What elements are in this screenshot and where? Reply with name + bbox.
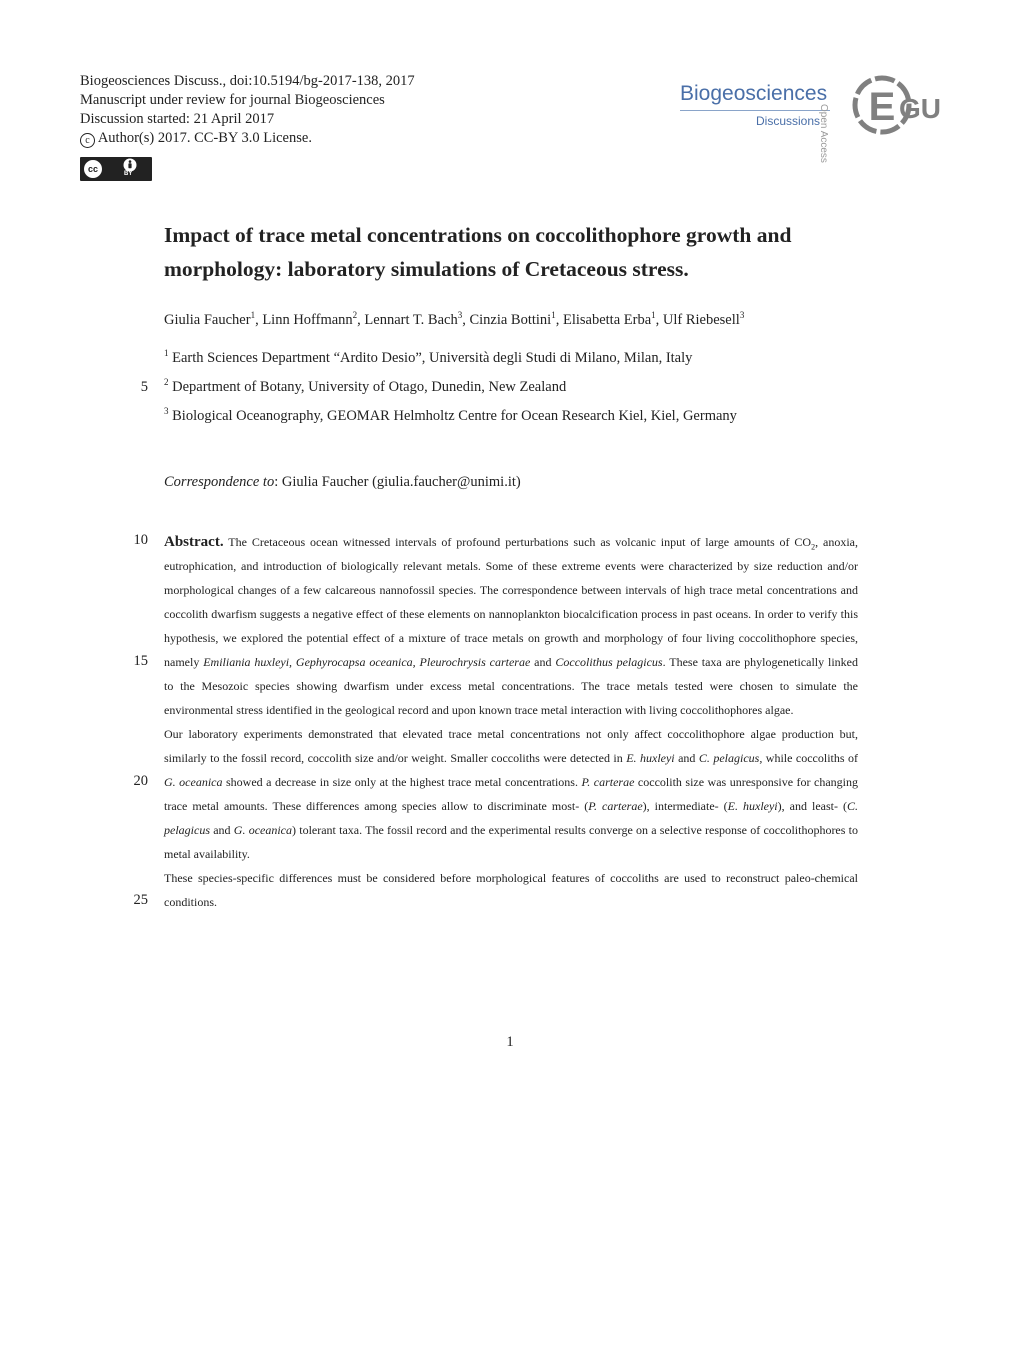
- copyright-icon: c: [80, 133, 95, 148]
- header-line-4: [80, 129, 415, 148]
- author: Ulf Riebesell$^3$: [662, 310, 745, 328]
- correspondence-contact: : Giulia Faucher (giulia.faucher@unimi.it): [274, 474, 521, 490]
- abstract: Abstract. The Cretaceous ocean witnessed intervals of profound perturbations such as volcanic input of large amounts of $CO_2$, anoxia, eutrophication, and introduction of biologically relevant metals. Some of these extreme events were characterized by size reduction and/or morphological changes of a few calcareous nannofossil species. The correspondence between intervals of high trace metal concentrations and coccolith dwarfism suggests a negative effect of these elements on nannoplankton biocalcification process in past oceans. In order to verify this hypothesis, we explored the potential effect of a mixture of trace metals on growth and morphology of four living coccolithophore species, namely Emiliania huxleyi, Gephyrocapsa oceanica, Pleurochrysis carterae and Coccolithus pelagicus. These taxa are phylogenetically linked to the Mesozoic species showing dwarfism under excess metal concentrations. The trace metals tested were chosen to simulate the environmental stress identified in the geological record and upon known trace metal interaction with living coccolithophores algae. Our laboratory experiments demonstrated that elevated trace metal concentrations not only affect coccolithophore algae production but, similarly to the fossil record, coccolith size and/or weight. Smaller coccoliths were detected in E. huxleyi and C. pelagicus, while coccoliths of G. oceanica showed a decrease in size only at the highest trace metal concentrations. P. carterae coccolith size was unresponsive for changing trace metal amounts. These differences among species allow to discriminate most- (P. carterae), intermediate- (E. huxleyi), and least- (C. pelagicus and G. oceanica) tolerant taxa. The fossil record and the experimental results converge on a selective response of coccolithophores to metal availability. These species-specific differences must be considered before morphological features of coccoliths are used to reconstruct paleo-chemical conditions.: [164, 534, 859, 909]
- page-number: 1: [506, 1034, 514, 1050]
- affiliation: $^1$ Earth Sciences Department “Ardito Desio”, Università degli Studi di Milano, Milan, Italy: [164, 348, 693, 366]
- author: Cinzia Bottini$^1$: [469, 310, 556, 328]
- line-number: 25: [133, 892, 148, 908]
- logo-divider: [680, 110, 830, 111]
- license-text: Author(s) 2017. CC-BY 3.0 License.: [97, 130, 312, 146]
- by-label: BY: [124, 171, 133, 177]
- author: Elisabetta Erba$^1$: [562, 310, 656, 328]
- svg-text:GU: GU: [899, 93, 941, 124]
- cc-icon: cc: [83, 159, 103, 179]
- svg-text:E: E: [868, 85, 896, 129]
- abstract-heading: Abstract.: [164, 534, 224, 550]
- author: Linn Hoffmann$^2$: [262, 310, 358, 328]
- header-line-1: Biogeosciences Discuss., doi:10.5194/bg-2017-138, 2017: [80, 73, 415, 89]
- author: Giulia Faucher$^1$: [164, 310, 256, 328]
- author: Lennart T. Bach$^3$: [364, 310, 463, 328]
- line-number: 20: [133, 773, 148, 789]
- line-number: 15: [133, 653, 148, 669]
- paper-title: Impact of trace metal concentrations on coccolithophore growth and morphology: laboratory simulations of Cretaceous stress.: [164, 223, 792, 281]
- author-list: Giulia Faucher$^1$, Linn Hoffmann$^2$, Lennart T. Bach$^3$, Cinzia Bottini$^1$, Elisabetta Erba$^1$, Ulf Riebesell$^3$: [164, 310, 745, 328]
- journal-logo-discussions: Discussions: [756, 114, 821, 128]
- egu-logo-icon: [852, 70, 944, 140]
- correspondence: [164, 474, 521, 491]
- affiliation: $^2$ Department of Botany, University of Otago, Dunedin, New Zealand: [164, 377, 567, 395]
- cc-by-license-badge[interactable]: [80, 157, 152, 181]
- line-number: 10: [133, 532, 148, 548]
- header-line-3: Discussion started: 21 April 2017: [80, 111, 275, 127]
- line-number: 5: [140, 379, 148, 395]
- journal-logo-name: Biogeosciences: [680, 82, 828, 105]
- journal-header: [80, 72, 415, 148]
- by-person-icon: [120, 158, 140, 172]
- correspondence-label: Correspondence to: [164, 474, 275, 490]
- header-line-2: Manuscript under review for journal Biogeosciences: [80, 92, 385, 108]
- open-access-label: Open Access: [818, 104, 829, 163]
- affiliation: $^3$ Biological Oceanography, GEOMAR Helmholtz Centre for Ocean Research Kiel, Kiel, Germany: [164, 406, 737, 424]
